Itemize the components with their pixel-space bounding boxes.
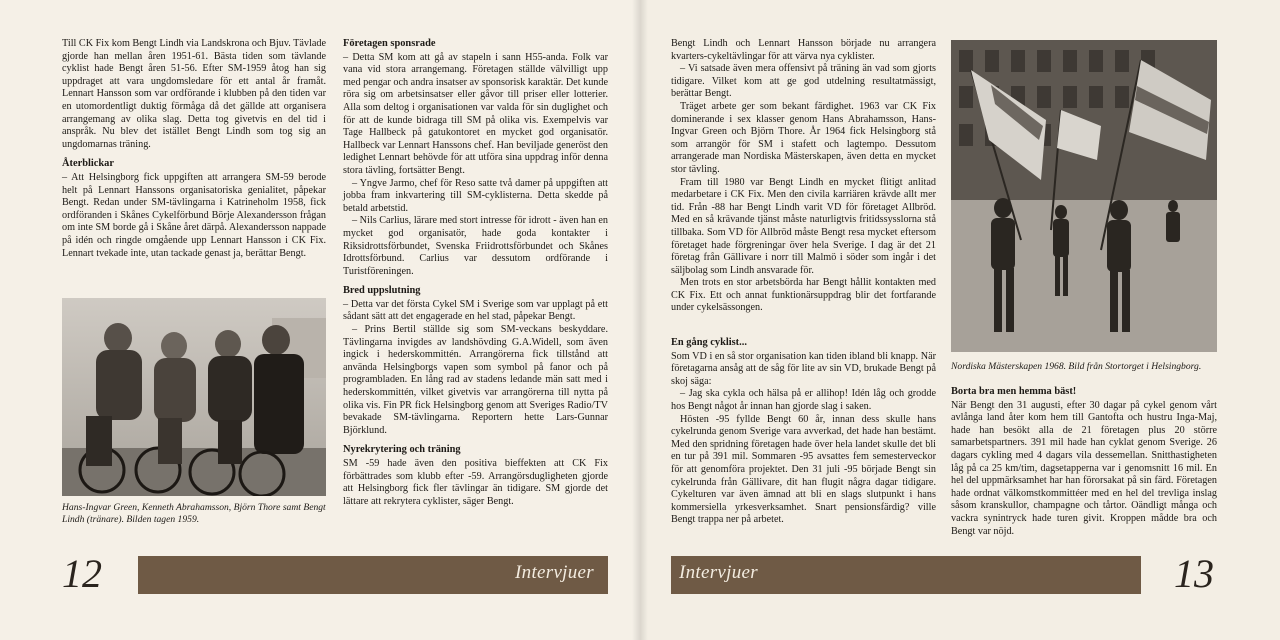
book-gutter [632,0,648,640]
paragraph: Fram till 1980 var Bengt Lindh en mycket flitigt anlitad medarbetare i CK Fix. Men den civila karriären krävde allt mer tid. Från -88 har Bengt Lindh varit VD för företaget Allbröd. Med en så krävande tjänst måste naturligtvis fritidssysslorna stå tillbaka. Som VD för Allbröd måste Bengt resa mycket eftersom företaget hade förgreningar över hela Sverige. I dag är det 21 företag från Gällivare i norr till Malmö i söder som ingår i det säljbolag som Lindh ansvarade för. [671,176,936,276]
cyclists-photo [62,298,326,496]
right-page [640,0,1280,640]
flag-parade-photo-image [951,40,1217,352]
paragraph: Hösten -95 fyllde Bengt 60 år, innan dess skulle hans cykelrunda genom Sverige vara avverkad, det hade han bestämt. Med den spridning företagen hade över hela landet skulle det bli en tur på 391 mil. Sommaren -95 avsattes fem semesterveckor för att genomföra projektet. Den 31 juli -95 började Bengt sin cykelrunda från Gällivare, dit han flugit några dagar tidigare. Cykelturen var även ämnad att bli en slags slutpunkt i hans kommersiella yrkesverksamhet. Snart pensionsfärdig? ville Bengt trappa ner på arbetet. [671,413,936,526]
paragraph: Som VD i en så stor organisation kan tiden ibland bli knapp. När företagarna ansåg att de såg för lite av sin VD, brukade Bengt på skoj säga: [671,350,936,387]
flag-parade-photo [951,40,1217,352]
paragraph: – Vi satsade även mera offensivt på träning än vad som gjorts tidigare. Vilket kom att ge god utdelning resultatmässigt, berättar Bengt. [671,63,936,100]
section-band [138,556,608,594]
section-heading: Företagen sponsrade [343,38,436,49]
section-heading: Borta bra men hemma bäst! [951,386,1077,397]
paragraph: När Bengt den 31 augusti, efter 30 dagar på cykel genom vårt avlånga land åter kom hem till Gantofta och hustru Inga-Maj, hade han besökt alla de 21 företagen plus 20 större samarbetspartners. 391 mil hade han cyklat genom Sverige. 26 dagars cykling med 4 dagars vila dessemellan. Snitthastigheten låg på ca 25 km/tim, dagsetapperna var i genomsnitt 16 mil. En hel del uppmärksamhet har han förorsakat på sin färd. Företagen hade ordnat välkomstkommittéer med en hel del trevliga inslag såsom kranskullor, champagne och tårtor. Oändligt många och vackra synintryck hade turen givit. Kroppen mådde bra och Bengt var nöjd. [951,399,1217,537]
page-number: 12 [62,551,102,596]
photo-caption: Nordiska Mästerskapen 1968. Bild från Stortorget i Helsingborg. [951,361,1202,372]
page-number: 13 [1174,551,1214,596]
paragraph: Träget arbete ger som bekant färdighet. 1963 var CK Fix dominerande i sex klasser genom Hans Abrahamsson, Hans-Ingvar Green och Björn Thore. År 1964 fick Helsingborg stå som arrangör för SM i stafett och lagtempo. Dessutom arrangerade man Nordiska Mästerskapen, även detta en mycket stor tävling. [671,100,936,175]
cyclists-photo-image [62,298,326,496]
paragraph: Bengt Lindh och Lennart Hansson började nu arrangera kvarters-cykeltävlingar för att värva nya cyklister. [671,38,936,62]
left-column-1 [62,38,326,260]
section-heading: Nyrekrytering och träning [343,444,461,456]
section-label: Intervjuer [515,562,594,583]
section-band [671,556,1141,594]
paragraph: – Yngve Jarmo, chef för Reso satte två damer på uppgiften att jobba fram inkvartering till SM-cyklisterna. Detta skedde på betald arbetstid. [343,177,608,214]
section-heading: En gång cyklist... [671,337,747,349]
right-column-2 [951,386,1217,538]
paragraph: – Detta SM kom att gå av stapeln i sann H55-anda. Folk var vana vid stora arrangemang. Företagen ställde välvilligt upp med pengar och andra insatser av sponsorisk karaktär. Det kunde röra sig om arbetsinsatser eller gåvor till priser eller lotterier. Alla som deltog i organisationen var valda för sin duglighet och för att de kunde bidraga till SM på olika vis. Exempelvis var Tage Hallbeck på gatukontoret en mycket god organisatör. Hallbeck var Lennart Hanssons chef. Han beviljade generöst den ledighet Lennart behövde för att utföra sina uppdrag inför denna stora tävling, fortsätter Bengt. [343,51,608,176]
right-column-1 [671,38,936,527]
paragraph: – Att Helsingborg fick uppgiften att arrangera SM-59 berode helt på Lennart Hanssons organisatoriska genialitet, påpekar Bengt. Redan under SM-tävlingarna i Katrineholm 1958, fick ordföranden i Skånes Cykelförbund Börje Alexandersson frågan om inte SM borde gå i Skåne året därpå. Alexandersson nappade på idén och ringde omgående upp Lennart Hansson i CK Fix. Lennart tvekade inte, utan tackade genast ja, berättar Bengt. [62,171,326,259]
paragraph: – Jag ska cykla och hälsa på er allihop! Idén låg och grodde hos Bengt något år innan han gjorde slag i saken. [671,388,936,413]
section-heading: Bred uppslutning [343,285,421,297]
section-label: Intervjuer [679,562,758,583]
paragraph: SM -59 hade även den positiva bieffekten att CK Fix förbättrades som klubb efter -59. Arrangörsdugligheten gjorde att Helsingborg fick fler tävlingar än tidigare. SM gjorde det lättare att rekrytera cyklister, säger Bengt. [343,458,608,507]
left-column-2 [343,38,608,508]
section-heading: Återblickar [62,158,114,170]
photo-caption: Hans-Ingvar Green, Kenneth Abrahamsson, Björn Thore samt Bengt Lindh (tränare). Bilden tagen 1959. [62,502,326,525]
paragraph: Till CK Fix kom Bengt Lindh via Landskrona och Bjuv. Tävlade gjorde han mellan åren 1951-61. Bästa tiden som tävlande cyklist hade Bengt åren 51-56. Efter SM-1959 åtog han sig uppdraget att vara ungdomsledare för ett antal år framåt. Lennart Hansson som var ordförande i klubben på den tiden var en utomordentligt duktig förmåga då det gällde att organisera arrangemang av olika slag. Detta tog givetvis en del tid i anspråk. Nu blev det istället Bengt Lindh som tog sig an ungdomarnas träning. [62,38,326,150]
paragraph: – Nils Carlius, lärare med stort intresse för idrott - även han en mycket god organisatör, hade goda kontakter i Riksidrottsförbundet, Svenska Friidrottsförbundet och Skånes Idrottsförbund. Carlius var dessutom ordförande i Turistföreningen. [343,215,608,277]
paragraph: – Prins Bertil ställde sig som SM-veckans beskyddare. Tävlingarna invigdes av landshövding G.A.Widell, som även ingick i hederskommittén. Arrangörerna fick tillstånd att använda Helsingborgs vapen som symbol på fanor och på programbladen. En lång rad av stadens ledande män satt med i hederskommittén, vilket givetvis var arrangörerna till nytta på olika vis. Fin PR fick Helsingborg genom att Sveriges Radio/TV bevakade SM-tävlingarna. Reportern hette Lars-Gunnar Björklund. [343,324,608,436]
paragraph: – Detta var det första Cykel SM i Sverige som var upplagt på ett sådant sätt att det engagerade en hel stad, påpekar Bengt. [343,298,608,323]
paragraph: Men trots en stor arbetsbörda har Bengt hållit kontakten med CK Fix. Ett och annat funktionärsuppdrag blir det fortfarande under cykelsässongen. [671,277,936,314]
